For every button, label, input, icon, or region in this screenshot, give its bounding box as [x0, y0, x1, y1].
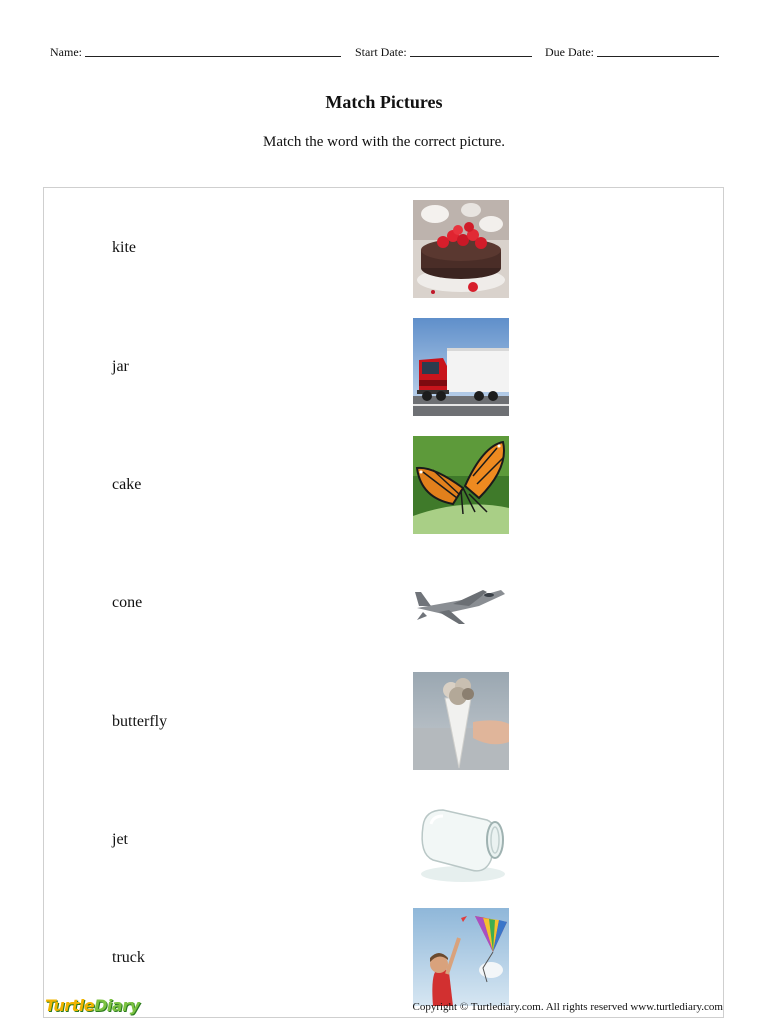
- kite-picture: [413, 908, 509, 1006]
- name-line: [85, 44, 341, 57]
- word-item: butterfly: [112, 713, 168, 730]
- word-item: truck: [112, 949, 145, 966]
- start-date-label: Start Date:: [355, 45, 407, 59]
- start-date-line: [410, 44, 532, 57]
- word-item: cake: [112, 476, 142, 493]
- instructions: Match the word with the correct picture.: [263, 134, 505, 150]
- word-item: jar: [112, 358, 129, 375]
- word-item: jet: [112, 831, 128, 848]
- cone-picture: [413, 672, 509, 770]
- start-date-field[interactable]: [355, 44, 532, 60]
- turtle-diary-logo: TurtleDiary: [45, 996, 140, 1015]
- word-item: cone: [112, 594, 143, 611]
- worksheet-header: [50, 44, 722, 64]
- truck-picture: [413, 318, 509, 416]
- jar-picture: [413, 790, 509, 888]
- due-date-field[interactable]: [545, 44, 719, 60]
- matching-box: [43, 187, 724, 1018]
- butterfly-picture: [413, 436, 509, 534]
- name-label: Name:: [50, 45, 82, 59]
- word-item: kite: [112, 239, 136, 256]
- due-date-line: [597, 44, 719, 57]
- jet-picture: [413, 554, 509, 652]
- copyright-text: Copyright © Turtlediary.com. All rights reserved www.turtlediary.com: [412, 1001, 723, 1013]
- name-field[interactable]: [50, 44, 341, 60]
- cake-picture: [413, 200, 509, 298]
- due-date-label: Due Date:: [545, 45, 594, 59]
- page-title: Match Pictures: [325, 92, 443, 112]
